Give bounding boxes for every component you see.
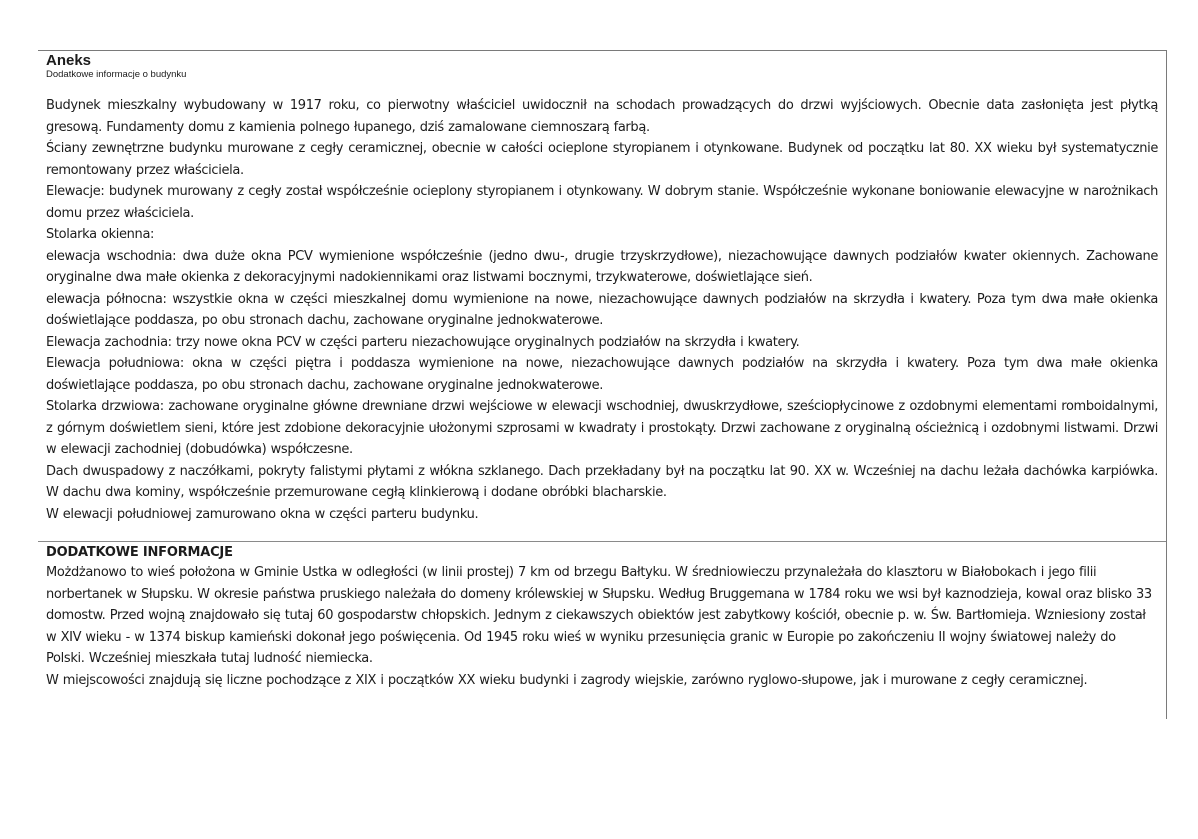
annex-paragraph: Stolarka drzwiowa: zachowane oryginalne główne drewniane drzwi wejściowe w elewacji wschodniej, dwuskrzydłowe, sześciopłycinowe z ozdobnymi elementami romboidalnymi, z górnym doświetlem sieni, które jest zdobione dekoracyjnie ułożonymi szprosami w kwadraty i prostokąty. Drzwi zachowane z oryginalną ościeżnicą i ozdobnymi listwami. Drzwi w elewacji zachodniej (dobudówka) współczesne. — [46, 399, 1158, 457]
additional-info-body — [46, 562, 1158, 691]
annex-paragraph: Ściany zewnętrzne budynku murowane z cegły ceramicznej, obecnie w całości ocieplone styropianem i otynkowane. Budynek od początku lat 80. XX wieku był systematycznie remontowany przez właściciela. — [46, 141, 1158, 178]
annex-paragraph: Elewacje: budynek murowany z cegły został współcześnie ocieplony styropianem i otynkowany. W dobrym stanie. Współcześnie wykonane boniowanie elewacyjne w narożnikach domu przez właściciela. — [46, 184, 1158, 221]
page-subtitle: Dodatkowe informacje o budynku — [46, 69, 187, 80]
annex-paragraph: W elewacji południowej zamurowano okna w części parteru budynku. — [46, 506, 479, 522]
annex-body — [46, 95, 1158, 525]
info-paragraph: W miejscowości znajdują się liczne pochodzące z XIX i początków XX wieku budynki i zagrody wiejskie, zarówno ryglowo-słupowe, jak i murowane z cegły ceramicznej. — [46, 672, 1088, 688]
annex-paragraph: Dach dwuspadowy z naczółkami, pokryty falistymi płytami z włókna szklanego. Dach przekładany był na początku lat 90. XX w. Wcześniej na dachu leżała dachówka karpiówka. W dachu dwa kominy, współcześnie przemurowane cegłą klinkierową i dodane obróbki blacharskie. — [46, 463, 1158, 500]
info-paragraph: Możdżanowo to wieś położona w Gminie Ustka w odległości (w linii prostej) 7 km od brzegu Bałtyku. W średniowieczu przynależała do klasztoru w Białobokach i jego filii norbertanek w Słupsku. W okresie państwa pruskiego należała do domeny królewskiej w Słupsku. Według Bruggemana w 1784 roku we wsi był kaznodzieja, kowal oraz blisko 33 domostw. Przed wojną znajdowało się tutaj 60 gospodarstw chłopskich. Jednym z ciekawszych obiektów jest zabytkowy kościół, obecnie p. w. Św. Bartłomieja. Wzniesiony został w XIV wieku - w 1374 biskup kamieński dokonał jego poświęcenia. Od 1945 roku wieś w wyniku przesunięcia granic w Europie po zakończeniu II wojny światowej należy do Polski. Wcześniej mieszkała tutaj ludność niemiecka. — [46, 565, 1152, 666]
annex-paragraph: elewacja północna: wszystkie okna w części mieszkalnej domu wymienione na nowe, niezachowujące dawnych podziałów na skrzydła i kwatery. Poza tym dwa małe okienka doświetlające poddasza, po obu stronach dachu, zachowane oryginalne jednokwaterowe. — [46, 291, 1158, 328]
section-divider — [38, 541, 1166, 542]
annex-paragraph: Budynek mieszkalny wybudowany w 1917 roku, co pierwotny właściciel uwidocznił na schodach prowadzących do drzwi wyjściowych. Obecnie data zasłonięta jest płytką gresową. Fundamenty domu z kamienia polnego łupanego, dziś zamalowane ciemnoszarą farbą. — [46, 98, 1158, 135]
annex-paragraph: Elewacja zachodnia: trzy nowe okna PCV w części parteru niezachowujące oryginalnych podziałów na skrzydła i kwatery. — [46, 334, 800, 350]
section-heading: DODATKOWE INFORMACJE — [46, 545, 233, 560]
annex-paragraph: Elewacja południowa: okna w części piętra i poddasza wymienione na nowe, niezachowujące dawnych podziałów na skrzydła i kwatery. Poza tym dwa małe okienka doświetlające poddasza, po obu stronach dachu, zachowane oryginalne jednokwaterowe. — [46, 356, 1158, 393]
annex-paragraph: elewacja wschodnia: dwa duże okna PCV wymienione współcześnie (jedno dwu-, drugie trzyskrzydłowe), niezachowujące dawnych podziałów kwater okiennych. Zachowane oryginalne dwa małe okienka z dekoracyjnymi nadokiennikami oraz listwami bocznymi, trzykwaterowe, doświetlające sień. — [46, 248, 1158, 285]
annex-paragraph: Stolarka okienna: — [46, 227, 155, 242]
page-title: Aneks — [46, 52, 92, 69]
annex-header — [46, 52, 186, 81]
